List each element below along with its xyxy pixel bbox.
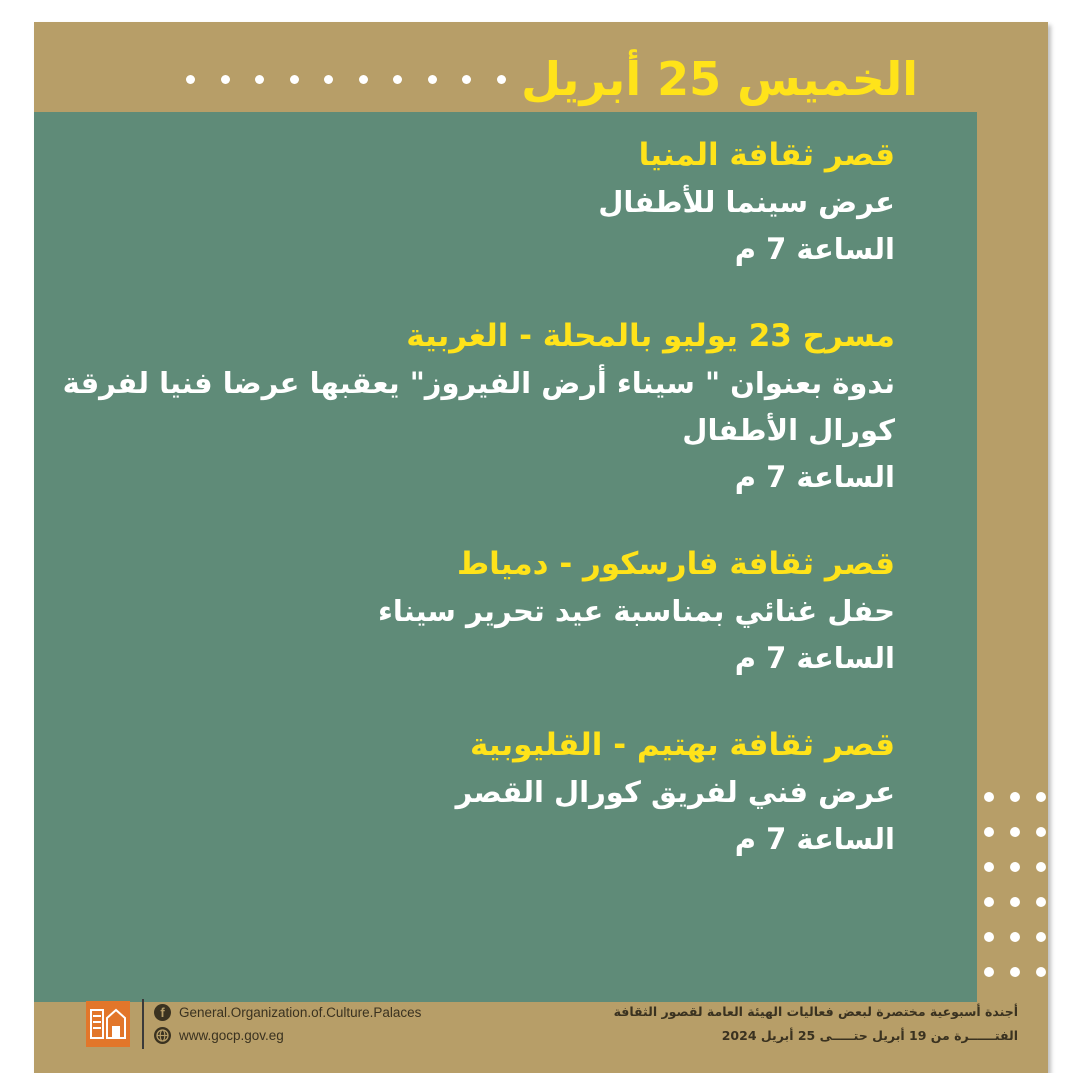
dot xyxy=(1036,862,1046,872)
contact-links xyxy=(154,1004,421,1044)
event-item xyxy=(60,132,895,273)
decorative-dots-top xyxy=(186,72,506,86)
agenda-period: الفتــــــرة من 19 أبريل حتـــــى 25 أبريل 2024 xyxy=(721,1028,1018,1043)
event-time: الساعة 7 م xyxy=(734,460,895,494)
event-description: حفل غنائي بمناسبة عيد تحرير سيناء xyxy=(378,594,895,628)
event-time: الساعة 7 م xyxy=(734,822,895,856)
dot xyxy=(1062,932,1072,942)
event-item xyxy=(60,722,895,863)
dot xyxy=(1010,862,1020,872)
dot xyxy=(1036,897,1046,907)
event-item xyxy=(60,541,895,682)
footer-agenda-info xyxy=(613,1000,1018,1048)
date-heading: الخميس 25 أبريل xyxy=(521,52,918,106)
dot xyxy=(1010,932,1020,942)
agenda-title: أجندة أسبوعية مختصرة لبعض فعاليات الهيئة العامة لقصور الثقافة xyxy=(613,1004,1018,1019)
event-description: كورال الأطفال xyxy=(682,413,895,447)
dot xyxy=(255,75,264,84)
event-venue: قصر ثقافة فارسكور - دمياط xyxy=(456,546,895,582)
globe-icon xyxy=(154,1027,171,1044)
dot xyxy=(1010,792,1020,802)
dot xyxy=(1036,792,1046,802)
dot xyxy=(1010,827,1020,837)
dot xyxy=(1036,932,1046,942)
divider xyxy=(142,999,144,1049)
dot xyxy=(1062,792,1072,802)
dot xyxy=(1010,967,1020,977)
dot xyxy=(290,75,299,84)
dot xyxy=(428,75,437,84)
dot xyxy=(1062,967,1072,977)
facebook-label: General.Organization.of.Culture.Palaces xyxy=(179,1005,422,1020)
footer-contact xyxy=(86,1000,421,1048)
event-description: ندوة بعنوان " سيناء أرض الفيروز" يعقبها عرضا فنيا لفرقة xyxy=(62,366,895,400)
dot xyxy=(1062,897,1072,907)
event-description: عرض فني لفريق كورال القصر xyxy=(455,775,895,809)
facebook-icon: f xyxy=(154,1004,171,1021)
organization-logo xyxy=(86,1001,130,1047)
event-venue: قصر ثقافة المنيا xyxy=(638,137,895,173)
event-time: الساعة 7 م xyxy=(734,232,895,266)
event-venue: قصر ثقافة بهتيم - القليوبية xyxy=(470,727,895,763)
dot xyxy=(1062,827,1072,837)
dot xyxy=(221,75,230,84)
dot xyxy=(984,792,994,802)
event-item xyxy=(60,313,895,501)
event-time: الساعة 7 م xyxy=(734,641,895,675)
event-venue: مسرح 23 يوليو بالمحلة - الغربية xyxy=(406,318,895,354)
dot xyxy=(984,827,994,837)
dot xyxy=(186,75,195,84)
dot xyxy=(1062,862,1072,872)
dot xyxy=(984,967,994,977)
dot xyxy=(1010,897,1020,907)
dot xyxy=(984,862,994,872)
dot xyxy=(1036,827,1046,837)
dot xyxy=(497,75,506,84)
dot xyxy=(984,932,994,942)
dot xyxy=(324,75,333,84)
events-list xyxy=(60,132,895,903)
dot xyxy=(393,75,402,84)
decorative-dots-grid xyxy=(984,792,1072,977)
dot xyxy=(462,75,471,84)
dot xyxy=(359,75,368,84)
website-link[interactable] xyxy=(154,1027,421,1044)
website-label: www.gocp.gov.eg xyxy=(179,1028,284,1043)
event-description: عرض سينما للأطفال xyxy=(598,185,895,219)
facebook-link[interactable] xyxy=(154,1004,421,1021)
dot xyxy=(1036,967,1046,977)
logo-emblem-icon xyxy=(88,1004,128,1044)
dot xyxy=(984,897,994,907)
